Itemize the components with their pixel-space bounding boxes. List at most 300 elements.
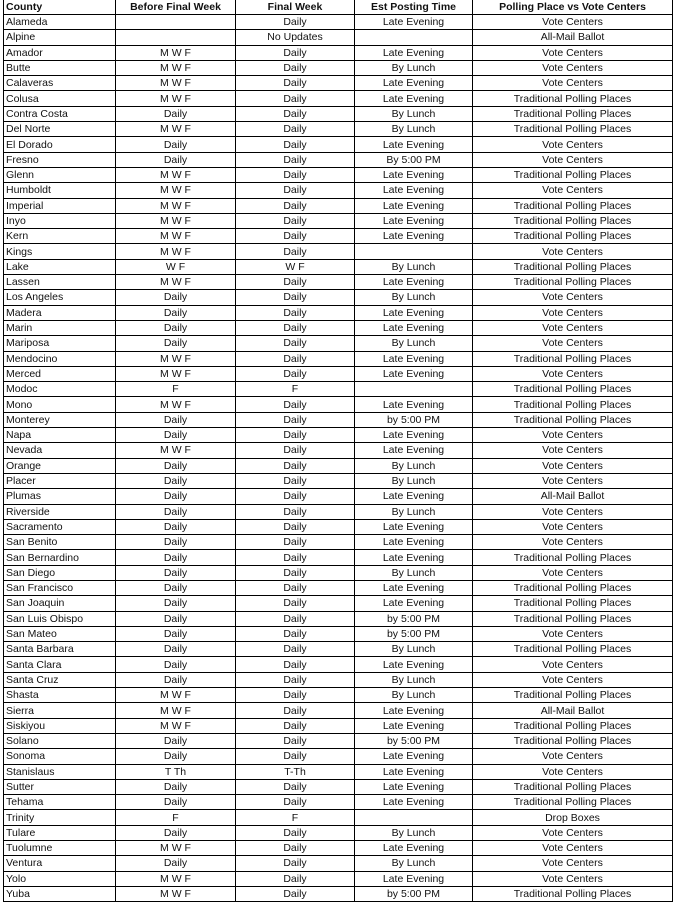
cell-polling-place: Vote Centers xyxy=(473,244,673,259)
cell-final-week: W F xyxy=(236,259,355,274)
cell-before-final-week: Daily xyxy=(116,152,236,167)
table-row xyxy=(4,642,673,657)
cell-before-final-week: Daily xyxy=(116,290,236,305)
cell-county: Mariposa xyxy=(4,336,116,351)
cell-est-posting-time: By Lunch xyxy=(355,856,473,871)
cell-polling-place: Vote Centers xyxy=(473,565,673,580)
cell-final-week: Daily xyxy=(236,320,355,335)
cell-final-week: Daily xyxy=(236,795,355,810)
header-before-final-week: Before Final Week xyxy=(116,0,236,15)
cell-est-posting-time: Late Evening xyxy=(355,871,473,886)
cell-polling-place: Vote Centers xyxy=(473,76,673,91)
cell-polling-place: Vote Centers xyxy=(473,535,673,550)
cell-est-posting-time: By Lunch xyxy=(355,565,473,580)
cell-before-final-week: M W F xyxy=(116,366,236,381)
table-row xyxy=(4,458,673,473)
table-row xyxy=(4,213,673,228)
cell-est-posting-time: Late Evening xyxy=(355,535,473,550)
cell-est-posting-time: Late Evening xyxy=(355,718,473,733)
cell-polling-place: Traditional Polling Places xyxy=(473,718,673,733)
table-row xyxy=(4,504,673,519)
table-row xyxy=(4,703,673,718)
cell-est-posting-time: Late Evening xyxy=(355,137,473,152)
cell-est-posting-time: By Lunch xyxy=(355,504,473,519)
table-row xyxy=(4,336,673,351)
cell-est-posting-time: Late Evening xyxy=(355,305,473,320)
cell-polling-place: Traditional Polling Places xyxy=(473,550,673,565)
cell-county: Sacramento xyxy=(4,519,116,534)
cell-before-final-week: Daily xyxy=(116,657,236,672)
header-county: County xyxy=(4,0,116,15)
cell-est-posting-time xyxy=(355,382,473,397)
cell-final-week: Daily xyxy=(236,611,355,626)
table-row xyxy=(4,611,673,626)
cell-final-week: Daily xyxy=(236,550,355,565)
cell-before-final-week: M W F xyxy=(116,213,236,228)
cell-before-final-week: M W F xyxy=(116,91,236,106)
header-polling-place-vs-vote-centers: Polling Place vs Vote Centers xyxy=(473,0,673,15)
table-row xyxy=(4,688,673,703)
county-table xyxy=(3,0,673,902)
cell-before-final-week: Daily xyxy=(116,856,236,871)
cell-polling-place: Traditional Polling Places xyxy=(473,642,673,657)
cell-polling-place: Vote Centers xyxy=(473,672,673,687)
cell-county: Napa xyxy=(4,428,116,443)
cell-county: Tulare xyxy=(4,825,116,840)
cell-est-posting-time: Late Evening xyxy=(355,443,473,458)
cell-county: Plumas xyxy=(4,489,116,504)
cell-county: Amador xyxy=(4,45,116,60)
cell-final-week: Daily xyxy=(236,580,355,595)
cell-final-week: Daily xyxy=(236,290,355,305)
cell-county: Butte xyxy=(4,60,116,75)
cell-before-final-week: M W F xyxy=(116,443,236,458)
cell-before-final-week: Daily xyxy=(116,535,236,550)
table-body xyxy=(4,15,673,902)
cell-county: Marin xyxy=(4,320,116,335)
cell-final-week: Daily xyxy=(236,657,355,672)
cell-county: Santa Barbara xyxy=(4,642,116,657)
cell-polling-place: Traditional Polling Places xyxy=(473,275,673,290)
cell-county: Solano xyxy=(4,733,116,748)
cell-polling-place: Traditional Polling Places xyxy=(473,886,673,901)
cell-final-week: Daily xyxy=(236,397,355,412)
table-row xyxy=(4,198,673,213)
cell-before-final-week: Daily xyxy=(116,626,236,641)
cell-county: Madera xyxy=(4,305,116,320)
cell-polling-place: Vote Centers xyxy=(473,366,673,381)
cell-before-final-week: W F xyxy=(116,259,236,274)
cell-before-final-week: M W F xyxy=(116,688,236,703)
header-row xyxy=(4,0,673,15)
cell-before-final-week: Daily xyxy=(116,580,236,595)
cell-polling-place: Vote Centers xyxy=(473,320,673,335)
cell-final-week: Daily xyxy=(236,688,355,703)
cell-before-final-week: Daily xyxy=(116,672,236,687)
table-row xyxy=(4,565,673,580)
cell-est-posting-time: Late Evening xyxy=(355,795,473,810)
cell-final-week: Daily xyxy=(236,856,355,871)
cell-est-posting-time: Late Evening xyxy=(355,489,473,504)
cell-county: Shasta xyxy=(4,688,116,703)
cell-polling-place: Vote Centers xyxy=(473,152,673,167)
cell-county: Colusa xyxy=(4,91,116,106)
cell-before-final-week: M W F xyxy=(116,841,236,856)
cell-polling-place: All-Mail Ballot xyxy=(473,30,673,45)
cell-before-final-week xyxy=(116,15,236,30)
table-row xyxy=(4,626,673,641)
cell-final-week: Daily xyxy=(236,167,355,182)
cell-county: San Joaquin xyxy=(4,596,116,611)
cell-polling-place: Vote Centers xyxy=(473,458,673,473)
cell-est-posting-time: By Lunch xyxy=(355,290,473,305)
cell-county: Mendocino xyxy=(4,351,116,366)
cell-est-posting-time: by 5:00 PM xyxy=(355,626,473,641)
cell-before-final-week: Daily xyxy=(116,642,236,657)
table-row xyxy=(4,183,673,198)
cell-polling-place: Vote Centers xyxy=(473,871,673,886)
table-row xyxy=(4,856,673,871)
table-row xyxy=(4,795,673,810)
cell-before-final-week xyxy=(116,30,236,45)
table-row xyxy=(4,275,673,290)
cell-county: Stanislaus xyxy=(4,764,116,779)
cell-county: Nevada xyxy=(4,443,116,458)
table-row xyxy=(4,825,673,840)
table-row xyxy=(4,91,673,106)
cell-county: Inyo xyxy=(4,213,116,228)
cell-final-week: No Updates xyxy=(236,30,355,45)
cell-polling-place: Traditional Polling Places xyxy=(473,580,673,595)
cell-polling-place: Traditional Polling Places xyxy=(473,795,673,810)
cell-polling-place: Vote Centers xyxy=(473,137,673,152)
cell-before-final-week: Daily xyxy=(116,305,236,320)
cell-before-final-week: M W F xyxy=(116,351,236,366)
cell-polling-place: Vote Centers xyxy=(473,60,673,75)
cell-final-week: Daily xyxy=(236,504,355,519)
table-row xyxy=(4,366,673,381)
cell-before-final-week: Daily xyxy=(116,519,236,534)
cell-est-posting-time: Late Evening xyxy=(355,167,473,182)
cell-county: San Luis Obispo xyxy=(4,611,116,626)
cell-est-posting-time xyxy=(355,30,473,45)
cell-final-week: Daily xyxy=(236,596,355,611)
cell-final-week: Daily xyxy=(236,565,355,580)
cell-county: Alpine xyxy=(4,30,116,45)
cell-polling-place: Traditional Polling Places xyxy=(473,382,673,397)
cell-before-final-week: M W F xyxy=(116,183,236,198)
cell-before-final-week: Daily xyxy=(116,565,236,580)
cell-polling-place: Traditional Polling Places xyxy=(473,351,673,366)
cell-before-final-week: M W F xyxy=(116,122,236,137)
cell-county: El Dorado xyxy=(4,137,116,152)
cell-before-final-week: Daily xyxy=(116,428,236,443)
cell-county: Ventura xyxy=(4,856,116,871)
cell-before-final-week: Daily xyxy=(116,489,236,504)
cell-polling-place: Traditional Polling Places xyxy=(473,122,673,137)
table-row xyxy=(4,473,673,488)
cell-before-final-week: Daily xyxy=(116,412,236,427)
cell-polling-place: Vote Centers xyxy=(473,519,673,534)
table-row xyxy=(4,229,673,244)
cell-county: Sierra xyxy=(4,703,116,718)
cell-before-final-week: Daily xyxy=(116,733,236,748)
cell-est-posting-time: Late Evening xyxy=(355,76,473,91)
cell-est-posting-time: Late Evening xyxy=(355,229,473,244)
cell-before-final-week: Daily xyxy=(116,137,236,152)
cell-before-final-week: Daily xyxy=(116,825,236,840)
table-row xyxy=(4,106,673,121)
cell-final-week: Daily xyxy=(236,229,355,244)
cell-final-week: Daily xyxy=(236,76,355,91)
cell-polling-place: Vote Centers xyxy=(473,764,673,779)
cell-final-week: Daily xyxy=(236,733,355,748)
table-row xyxy=(4,733,673,748)
cell-polling-place: Vote Centers xyxy=(473,825,673,840)
cell-before-final-week: F xyxy=(116,382,236,397)
cell-final-week: Daily xyxy=(236,825,355,840)
cell-county: Monterey xyxy=(4,412,116,427)
cell-county: Santa Cruz xyxy=(4,672,116,687)
cell-county: Kern xyxy=(4,229,116,244)
cell-final-week: Daily xyxy=(236,152,355,167)
cell-county: Los Angeles xyxy=(4,290,116,305)
cell-county: Yolo xyxy=(4,871,116,886)
cell-before-final-week: Daily xyxy=(116,473,236,488)
cell-before-final-week: M W F xyxy=(116,60,236,75)
cell-final-week: Daily xyxy=(236,244,355,259)
cell-est-posting-time: By Lunch xyxy=(355,106,473,121)
cell-final-week: Daily xyxy=(236,91,355,106)
cell-polling-place: Vote Centers xyxy=(473,841,673,856)
table-row xyxy=(4,351,673,366)
cell-final-week: Daily xyxy=(236,749,355,764)
cell-est-posting-time: Late Evening xyxy=(355,596,473,611)
cell-est-posting-time: Late Evening xyxy=(355,657,473,672)
cell-county: Sutter xyxy=(4,779,116,794)
cell-polling-place: Vote Centers xyxy=(473,290,673,305)
cell-county: Modoc xyxy=(4,382,116,397)
cell-est-posting-time: Late Evening xyxy=(355,320,473,335)
table-row xyxy=(4,382,673,397)
table-row xyxy=(4,657,673,672)
cell-est-posting-time: Late Evening xyxy=(355,519,473,534)
cell-before-final-week: M W F xyxy=(116,45,236,60)
cell-est-posting-time: By Lunch xyxy=(355,642,473,657)
cell-est-posting-time: By Lunch xyxy=(355,473,473,488)
cell-est-posting-time: By Lunch xyxy=(355,60,473,75)
cell-before-final-week: Daily xyxy=(116,795,236,810)
cell-county: Lake xyxy=(4,259,116,274)
cell-final-week: Daily xyxy=(236,15,355,30)
cell-polling-place: Traditional Polling Places xyxy=(473,611,673,626)
cell-final-week: Daily xyxy=(236,779,355,794)
cell-before-final-week: M W F xyxy=(116,198,236,213)
cell-final-week: F xyxy=(236,810,355,825)
cell-county: San Diego xyxy=(4,565,116,580)
cell-polling-place: Traditional Polling Places xyxy=(473,397,673,412)
cell-final-week: Daily xyxy=(236,519,355,534)
cell-county: Yuba xyxy=(4,886,116,901)
cell-final-week: Daily xyxy=(236,871,355,886)
cell-final-week: Daily xyxy=(236,443,355,458)
table-row xyxy=(4,167,673,182)
table-row xyxy=(4,886,673,901)
table-row xyxy=(4,397,673,412)
cell-est-posting-time: Late Evening xyxy=(355,550,473,565)
cell-county: San Benito xyxy=(4,535,116,550)
cell-polling-place: Vote Centers xyxy=(473,15,673,30)
cell-county: Orange xyxy=(4,458,116,473)
cell-est-posting-time: Late Evening xyxy=(355,703,473,718)
table-row xyxy=(4,60,673,75)
cell-polling-place: Drop Boxes xyxy=(473,810,673,825)
cell-polling-place: Traditional Polling Places xyxy=(473,733,673,748)
cell-final-week: Daily xyxy=(236,412,355,427)
table-row xyxy=(4,259,673,274)
cell-county: San Mateo xyxy=(4,626,116,641)
cell-before-final-week: Daily xyxy=(116,749,236,764)
cell-county: Lassen xyxy=(4,275,116,290)
cell-polling-place: Traditional Polling Places xyxy=(473,596,673,611)
cell-county: Contra Costa xyxy=(4,106,116,121)
cell-county: Sonoma xyxy=(4,749,116,764)
cell-polling-place: Vote Centers xyxy=(473,305,673,320)
cell-before-final-week: M W F xyxy=(116,275,236,290)
cell-est-posting-time xyxy=(355,810,473,825)
cell-est-posting-time: By Lunch xyxy=(355,336,473,351)
table-row xyxy=(4,580,673,595)
cell-polling-place: Vote Centers xyxy=(473,749,673,764)
cell-est-posting-time: Late Evening xyxy=(355,764,473,779)
table-row xyxy=(4,290,673,305)
cell-county: Calaveras xyxy=(4,76,116,91)
cell-before-final-week: M W F xyxy=(116,76,236,91)
cell-county: Merced xyxy=(4,366,116,381)
cell-final-week: Daily xyxy=(236,45,355,60)
cell-est-posting-time: by 5:00 PM xyxy=(355,733,473,748)
table-row xyxy=(4,76,673,91)
cell-est-posting-time: By Lunch xyxy=(355,825,473,840)
cell-before-final-week: Daily xyxy=(116,779,236,794)
cell-final-week: Daily xyxy=(236,198,355,213)
cell-before-final-week: Daily xyxy=(116,336,236,351)
cell-polling-place: Traditional Polling Places xyxy=(473,167,673,182)
cell-est-posting-time: by 5:00 PM xyxy=(355,412,473,427)
cell-est-posting-time: Late Evening xyxy=(355,183,473,198)
table-row xyxy=(4,672,673,687)
table-row xyxy=(4,749,673,764)
cell-final-week: Daily xyxy=(236,213,355,228)
cell-polling-place: Vote Centers xyxy=(473,657,673,672)
cell-final-week: Daily xyxy=(236,366,355,381)
cell-polling-place: Traditional Polling Places xyxy=(473,106,673,121)
cell-final-week: Daily xyxy=(236,137,355,152)
cell-final-week: Daily xyxy=(236,886,355,901)
table-row xyxy=(4,489,673,504)
cell-polling-place: Vote Centers xyxy=(473,856,673,871)
cell-final-week: Daily xyxy=(236,305,355,320)
cell-before-final-week: Daily xyxy=(116,596,236,611)
cell-county: San Francisco xyxy=(4,580,116,595)
table-row xyxy=(4,779,673,794)
cell-polling-place: Vote Centers xyxy=(473,473,673,488)
cell-final-week: Daily xyxy=(236,626,355,641)
table-row xyxy=(4,428,673,443)
cell-before-final-week: M W F xyxy=(116,718,236,733)
cell-county: Tehama xyxy=(4,795,116,810)
cell-polling-place: Traditional Polling Places xyxy=(473,688,673,703)
cell-final-week: Daily xyxy=(236,336,355,351)
cell-est-posting-time: Late Evening xyxy=(355,749,473,764)
cell-polling-place: Vote Centers xyxy=(473,183,673,198)
table-row xyxy=(4,596,673,611)
cell-county: Tuolumne xyxy=(4,841,116,856)
table-row xyxy=(4,535,673,550)
cell-before-final-week: Daily xyxy=(116,320,236,335)
cell-before-final-week: M W F xyxy=(116,871,236,886)
cell-polling-place: Traditional Polling Places xyxy=(473,198,673,213)
cell-est-posting-time: Late Evening xyxy=(355,91,473,106)
cell-est-posting-time: Late Evening xyxy=(355,275,473,290)
cell-polling-place: Traditional Polling Places xyxy=(473,213,673,228)
cell-final-week: Daily xyxy=(236,351,355,366)
table-row xyxy=(4,15,673,30)
cell-final-week: Daily xyxy=(236,275,355,290)
cell-county: Santa Clara xyxy=(4,657,116,672)
cell-polling-place: Vote Centers xyxy=(473,428,673,443)
cell-county: Siskiyou xyxy=(4,718,116,733)
cell-polling-place: Traditional Polling Places xyxy=(473,412,673,427)
cell-county: Glenn xyxy=(4,167,116,182)
cell-final-week: T-Th xyxy=(236,764,355,779)
cell-county: Trinity xyxy=(4,810,116,825)
cell-est-posting-time: by 5:00 PM xyxy=(355,611,473,626)
table-row xyxy=(4,718,673,733)
cell-est-posting-time: By Lunch xyxy=(355,688,473,703)
cell-county: Alameda xyxy=(4,15,116,30)
header-final-week: Final Week xyxy=(236,0,355,15)
cell-final-week: Daily xyxy=(236,535,355,550)
table-row xyxy=(4,841,673,856)
cell-final-week: Daily xyxy=(236,642,355,657)
table-row xyxy=(4,320,673,335)
table-row xyxy=(4,871,673,886)
cell-final-week: Daily xyxy=(236,473,355,488)
cell-final-week: Daily xyxy=(236,703,355,718)
cell-est-posting-time: By Lunch xyxy=(355,122,473,137)
cell-polling-place: Vote Centers xyxy=(473,626,673,641)
header-est-posting-time: Est Posting Time xyxy=(355,0,473,15)
table-row xyxy=(4,764,673,779)
cell-county: Del Norte xyxy=(4,122,116,137)
cell-polling-place: All-Mail Ballot xyxy=(473,703,673,718)
table-row xyxy=(4,519,673,534)
cell-before-final-week: Daily xyxy=(116,458,236,473)
cell-county: Fresno xyxy=(4,152,116,167)
cell-est-posting-time: Late Evening xyxy=(355,428,473,443)
cell-before-final-week: Daily xyxy=(116,550,236,565)
cell-before-final-week: T Th xyxy=(116,764,236,779)
cell-final-week: Daily xyxy=(236,489,355,504)
table-row xyxy=(4,412,673,427)
cell-est-posting-time: Late Evening xyxy=(355,351,473,366)
cell-before-final-week: M W F xyxy=(116,703,236,718)
cell-before-final-week: M W F xyxy=(116,167,236,182)
cell-polling-place: All-Mail Ballot xyxy=(473,489,673,504)
table-row xyxy=(4,152,673,167)
table-row xyxy=(4,810,673,825)
